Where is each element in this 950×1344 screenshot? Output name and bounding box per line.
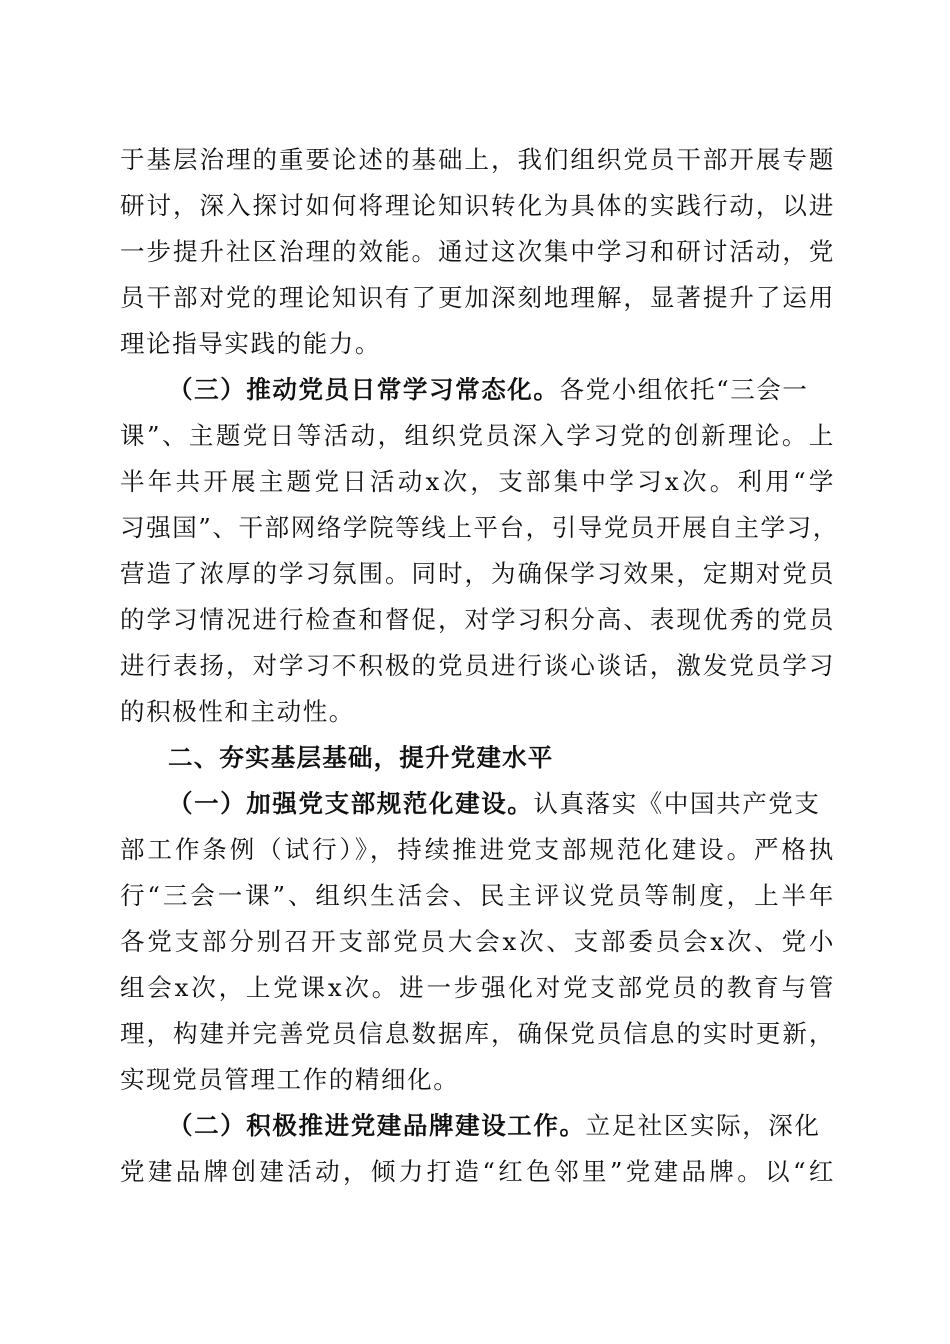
paragraph-line: 于基层治理的重要论述的基础上，我们组织党员干部开展专题: [120, 145, 835, 174]
paragraph-line: 的积极性和主动性。: [120, 697, 355, 726]
paragraph-line: 进行表扬，对学习不积极的党员进行谈心谈话，激发党员学习: [120, 651, 835, 680]
paragraph-line: [168, 782, 835, 826]
paragraph-line: 行“三会一课”、组织生活会、民主评议党员等制度，上半年: [120, 881, 835, 910]
paragraph-line: 一步提升社区治理的效能。通过这次集中学习和研讨活动，党: [120, 237, 835, 266]
paragraph-line: 半年共开展主题党日活动x次，支部集中学习x次。利用“学: [120, 467, 835, 496]
paragraph-line: 各党支部分别召开支部党员大会x次、支部委员会x次、党小: [120, 927, 835, 956]
paragraph-line: 理，构建并完善党员信息数据库，确保党员信息的实时更新，: [120, 1019, 835, 1048]
paragraph-line: 研讨，深入探讨如何将理论知识转化为具体的实践行动，以进: [120, 191, 835, 220]
paragraph-line: 习强国”、干部网络学院等线上平台，引导党员开展自主学习，: [120, 513, 839, 542]
paragraph-line: 的学习情况进行检查和督促，对学习积分高、表现优秀的党员: [120, 605, 835, 634]
section-heading: 二、夯实基层基础，提升党建水平: [168, 743, 554, 772]
paragraph-line: 组会x次，上党课x次。进一步强化对党支部党员的教育与管: [120, 973, 835, 1002]
paragraph-text: 各党小组依托“三会一: [559, 375, 809, 404]
paragraph-lead: （一）加强党支部规范化建设。: [168, 789, 534, 818]
paragraph-lead: （二）积极推进党建品牌建设工作。: [168, 1111, 586, 1140]
paragraph-line: [168, 368, 835, 412]
paragraph-line: 理论指导实践的能力。: [120, 329, 381, 358]
paragraph-line: 营造了浓厚的学习氛围。同时，为确保学习效果，定期对党员: [120, 559, 835, 588]
paragraph-text: 认真落实《中国共产党支: [533, 789, 821, 818]
paragraph-line: 部工作条例（试行）》，持续推进党支部规范化建设。严格执: [120, 835, 835, 864]
paragraph-lead: （三）推动党员日常学习常态化。: [168, 375, 560, 404]
paragraph-line: 课”、主题党日等活动，组织党员深入学习党的创新理论。上: [120, 421, 835, 450]
paragraph-line: 员干部对党的理论知识有了更加深刻地理解，显著提升了运用: [120, 283, 835, 312]
paragraph-line: [168, 1104, 835, 1148]
paragraph-text: 立足社区实际，深化: [585, 1111, 821, 1140]
paragraph-line: 实现党员管理工作的精细化。: [120, 1065, 460, 1094]
paragraph-line: 党建品牌创建活动，倾力打造“红色邻里”党建品牌。以“红: [120, 1157, 835, 1186]
